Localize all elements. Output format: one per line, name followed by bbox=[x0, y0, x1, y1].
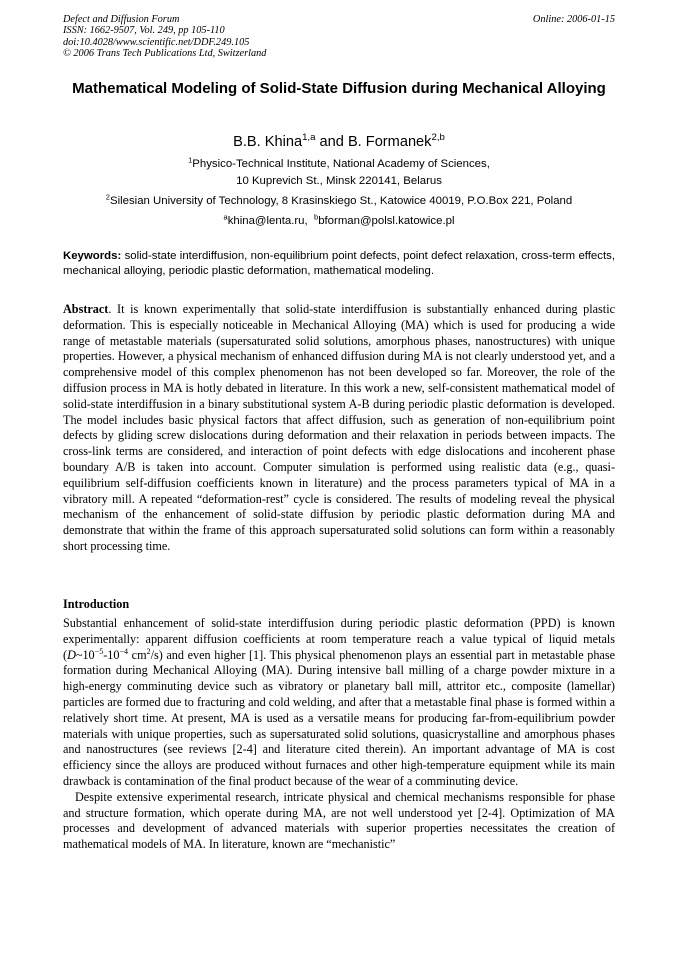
abstract-block bbox=[63, 302, 615, 555]
paragraph: Despite extensive experimental research, intricate physical and chemical mechanisms responsible for phase and structure formation, which operate during MA, are not well understood yet [2-4]. Optimization of MA processes and development of advanced materials with superior properties necessitates the creation of mathematical models of MA. In literature, known are “mechanistic” bbox=[63, 789, 615, 852]
journal-header bbox=[63, 14, 615, 60]
copyright-line: © 2006 Trans Tech Publications Ltd, Switzerland bbox=[63, 48, 267, 60]
issn-line: ISSN: 1662-9507, Vol. 249, pp 105-110 bbox=[63, 25, 225, 37]
journal-name: Defect and Diffusion Forum bbox=[63, 14, 180, 25]
symbol-d: D bbox=[67, 647, 76, 662]
keywords-label: Keywords: bbox=[63, 250, 122, 262]
online-date: Online: 2006-01-15 bbox=[532, 14, 615, 25]
abstract-label: Abstract bbox=[63, 302, 109, 316]
paragraph-text: /s) and even higher [1]. This physical phenomenon plays an essential part in metastable phase formation during Mechanical Alloying (MA). During intensive ball milling of a charge powder mixture in a high-energy comminuting device such as vibratory or planetary ball mill, attritor etc., composite (lamellar) particles are formed due to fracturing and cold welding, and after that a metastable final phase is formed within a relatively short time. At present, MA is used as a versatile means for producing far-from-equilibrium powder materials with unique properties, such as supersaturated solid solutions, quasicrystalline and amorphous phases and nanostructures (see reviews [2-4] and literature cited therein). An important advantage of MA is cost efficiency since the alloys are produced without furnaces and other high-temperature equipment while its main drawback is contamination of the final product because of the wear of a comminuting device. bbox=[63, 647, 615, 788]
email-address: khina@lenta.ru, bbox=[227, 215, 308, 227]
doi-line: doi:10.4028/www.scientific.net/DDF.249.105 bbox=[63, 36, 250, 48]
paragraph-text: Substantial enhancement of solid-state interdiffusion during periodic plastic deformation (PPD) is known experimentally: apparent diffusion coefficients at room temperature reach a value typical of liquid metals ( bbox=[63, 616, 615, 662]
author-affiliation-mark: 2,b bbox=[431, 132, 445, 144]
keywords-text: solid-state interdiffusion, non-equilibrium point defects, point defect relaxation, cross-term effects, mechanical alloying, periodic plastic deformation, mathematical modeling. bbox=[63, 250, 615, 277]
formula-text: ~10 bbox=[75, 647, 95, 662]
formula-text: -10 bbox=[103, 647, 120, 662]
paragraph bbox=[63, 616, 615, 790]
exponent: 2 bbox=[146, 646, 151, 656]
affiliation-1 bbox=[20, 156, 658, 189]
formula-text: cm bbox=[128, 647, 147, 662]
email-mark: b bbox=[314, 212, 319, 222]
affiliation-mark: 2 bbox=[105, 192, 110, 202]
author-name: B. Formanek bbox=[347, 134, 432, 150]
author-name: B.B. Khina bbox=[233, 134, 303, 150]
author-emails bbox=[20, 213, 658, 230]
introduction-body bbox=[63, 616, 615, 853]
abstract-text: . It is known experimentally that solid-state interdiffusion is substantially enhanced during plastic deformation. This is especially noticeable in Mechanical Alloying (MA) which is used for producing a wide range of metastable materials (supersaturated solid solutions, amorphous phases, nanostructures) with unique properties. However, a physical mechanism of enhanced diffusion during MA is not clearly understood yet, and a comprehensive model of this complex phenomenon has not been developed so far. Moreover, the role of the diffusion process in MA is hotly debated in literature. In this work a new, self-consistent mathematical model of solid-state interdiffusion in a binary substitutional system A-B during periodic plastic deformation is developed. The model includes basic physical factors that affect diffusion, such as generation of non-equilibrium point defects by gliding screw dislocations during deformation and their relaxation in periods between impacts. The cross-link terms are considered, and interaction of point defects with edge dislocations and incoherent phase boundary A/B is taken into account. Computer simulation is performed using realistic data (e.g., quasi-equilibrium self-diffusion coefficients known in literature) and the process parameters typical of MA in a vibratory mill. A repeated “deformation-rest” cycle is considered. The results of modeling reveal the physical mechanism of the enhancement of solid-state diffusion by periodic plastic deformation during MA and demonstrate that within the frame of this approach supersaturated solid solutions can form within a reasonably short processing time. bbox=[63, 302, 615, 553]
author-list bbox=[63, 133, 615, 151]
paper-title: Mathematical Modeling of Solid-State Diffusion during Mechanical Alloying bbox=[72, 80, 606, 97]
email-address: bforman@polsl.katowice.pl bbox=[318, 215, 455, 227]
affiliation-line: 10 Kuprevich St., Minsk 220141, Belarus bbox=[236, 174, 442, 187]
affiliation-2 bbox=[20, 193, 658, 210]
author-affiliation-mark: 1,a bbox=[302, 132, 316, 144]
keywords-block bbox=[63, 249, 615, 279]
email-mark: a bbox=[223, 212, 228, 222]
affiliation-mark: 1 bbox=[188, 155, 193, 165]
affiliation-line: Silesian University of Technology, 8 Krasinskiego St., Katowice 40019, P.O.Box 221, Poland bbox=[109, 195, 573, 207]
exponent: −5 bbox=[94, 646, 104, 656]
affiliation-line: Physico-Technical Institute, National Academy of Sciences, bbox=[192, 158, 490, 170]
author-connector: and bbox=[315, 134, 348, 150]
exponent: −4 bbox=[119, 646, 129, 656]
section-heading: Introduction bbox=[63, 597, 130, 611]
